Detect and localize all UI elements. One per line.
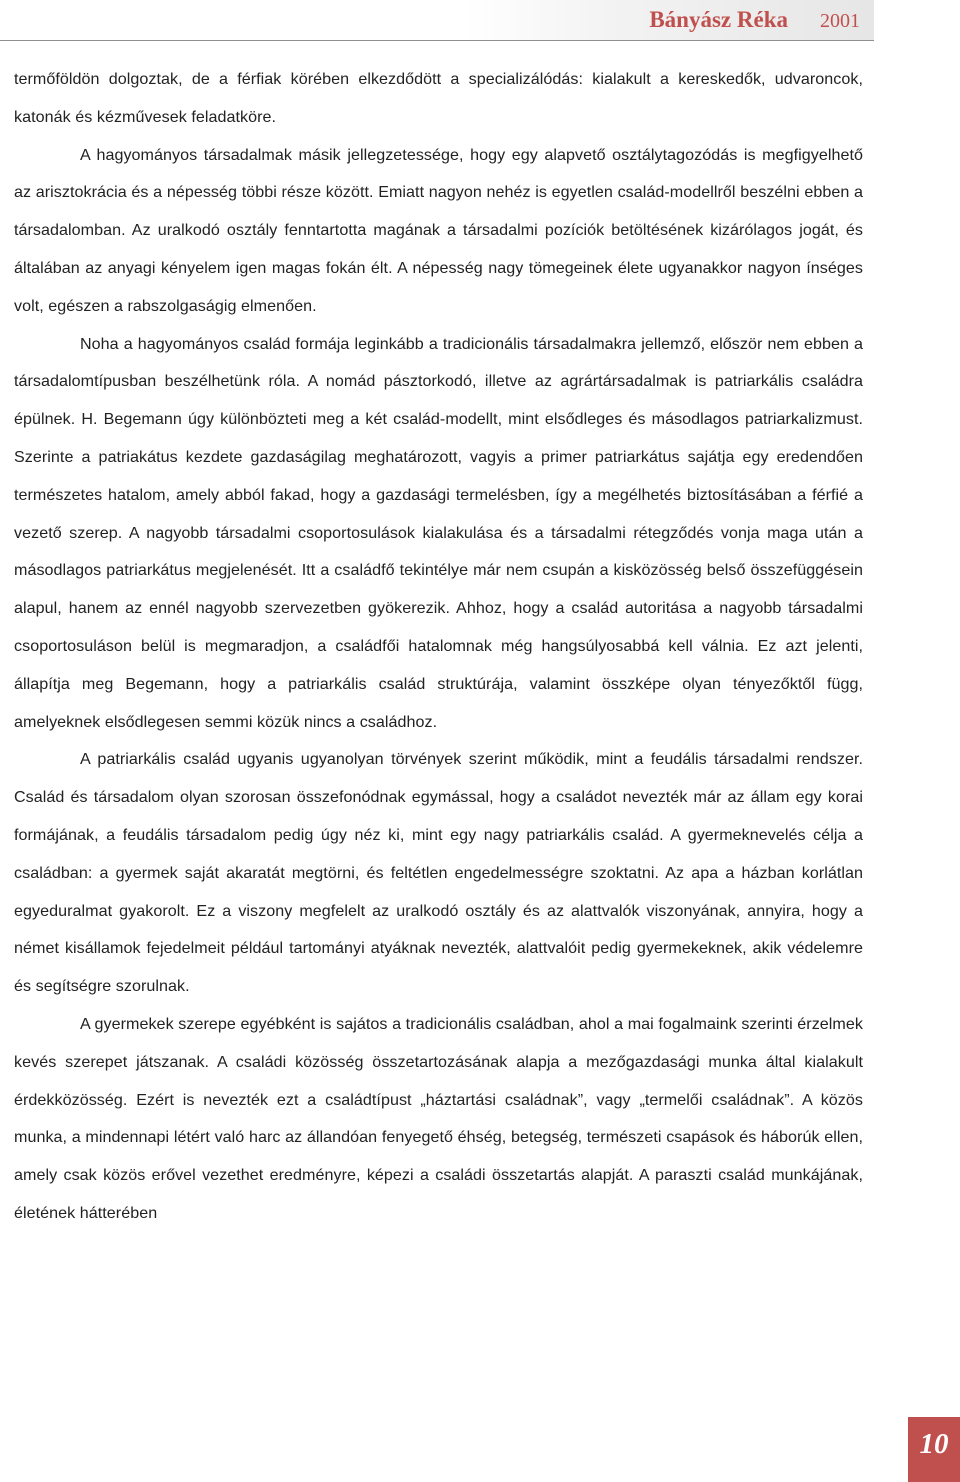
paragraph: termőföldön dolgoztak, de a férfiak körében elkezdődött a specializálódás: kialakult a kereskedők, udvaroncok, katonák és kézművesek feladatköre. <box>14 70 863 126</box>
paragraph: A gyermekek szerepe egyébként is sajátos a tradicionális családban, ahol a mai fogalmaink szerinti érzelmek kevés szerepet játszanak. A családi közösség összetartozásának alapja a mezőgazdasági munka által kialakult érdekközösség. Ezért is nevezték ezt a családtípust „háztartási családnak”, vagy „termelői családnak”. A közös munka, a mindennapi létért való harc az állandóan fenyegető éhség, betegség, természeti csapások és háborúk ellen, amely csak közös erővel vezethet eredményre, képezi a családi összetartás alapját. A paraszti család munkájának, életének hátterében <box>14 1014 863 1222</box>
paragraph: A patriarkális család ugyanis ugyanolyan törvények szerint működik, mint a feudális társadalmi rendszer. Család és társadalom olyan szorosan összefonódnak egymással, hogy a családot nevezték már az állam egy korai formájának, a feudális társadalom pedig úgy néz ki, mint egy nagy patriarkális család. A gyermeknevelés célja a családban: a gyermek saját akaratát megtörni, és feltétlen engedelmességre szoktatni. Az apa a házban korlátlan egyeduralmat gyakorolt. Ez a viszony megfelelt az uralkodó osztály és az alattvalók viszonyának, annyira, hogy a német kisállamok fejedelmeit például tartományi atyáknak nevezték, alattvalóit pedig gyermekeknek, akik védelemre és segítségre szorulnak. <box>14 750 863 996</box>
header-author: Bányász Réka <box>649 7 788 32</box>
paragraph: Noha a hagyományos család formája leginkább a tradicionális társadalmakra jellemző, először nem ebben a társadalomtípusban beszélhetünk róla. A nomád pásztorkodó, illetve az agrártársadalmak is patriarkális családra épülnek. H. Begemann úgy különbözteti meg a két család-modellt, mint elsődleges és másodlagos patriarkalizmust. Szerinte a patriakátus kezdete gazdaságilag meghatározott, vagyis a primer patriarkátus sajátja egy eredendően természetes hatalom, amely abból fakad, hogy a gazdasági termelésben, így a megélhetés biztosításában a férfié a vezető szerep. A nagyobb társadalmi csoportosulások kialakulása és a társadalmi rétegződés vonja maga után a másodlagos patriarkátus megjelenését. Itt a családfő tekintélye már nem csupán a kisközösség belső összefüggésein alapul, hanem az ennél nagyobb szervezetben gyökerezik. Ahhoz, hogy a család autoritása a nagyobb társadalmi csoportosuláson belül is megmaradjon, a családfői hatalomnak még hangsúlyosabbá kell válnia. Ez azt jelenti, állapítja meg Begemann, hogy a patriarkális család struktúrája, valamint összképe olyan tényezőktől függ, amelyeknek elsődlegesen semmi közük nincs a családhoz. <box>14 334 863 731</box>
document-body <box>14 61 863 1233</box>
header-year: 2001 <box>820 10 860 32</box>
paragraph: A hagyományos társadalmak másik jellegzetessége, hogy egy alapvető osztálytagozódás is megfigyelhető az arisztokrácia és a népesség többi része között. Emiatt nagyon nehéz is egyetlen család-modellről beszélni ebben a társadalomban. Az uralkodó osztály fenntartotta magának a társadalmi pozíciók betöltésének kizárólagos jogát, és általában az anyagi kényelem igen magas fokán élt. A népesség nagy tömegeinek élete ugyanakkor nagyon ínséges volt, egészen a rabszolgaságig elmenően. <box>14 145 863 315</box>
page-number: 10 <box>919 1428 949 1460</box>
page-header <box>0 0 874 41</box>
